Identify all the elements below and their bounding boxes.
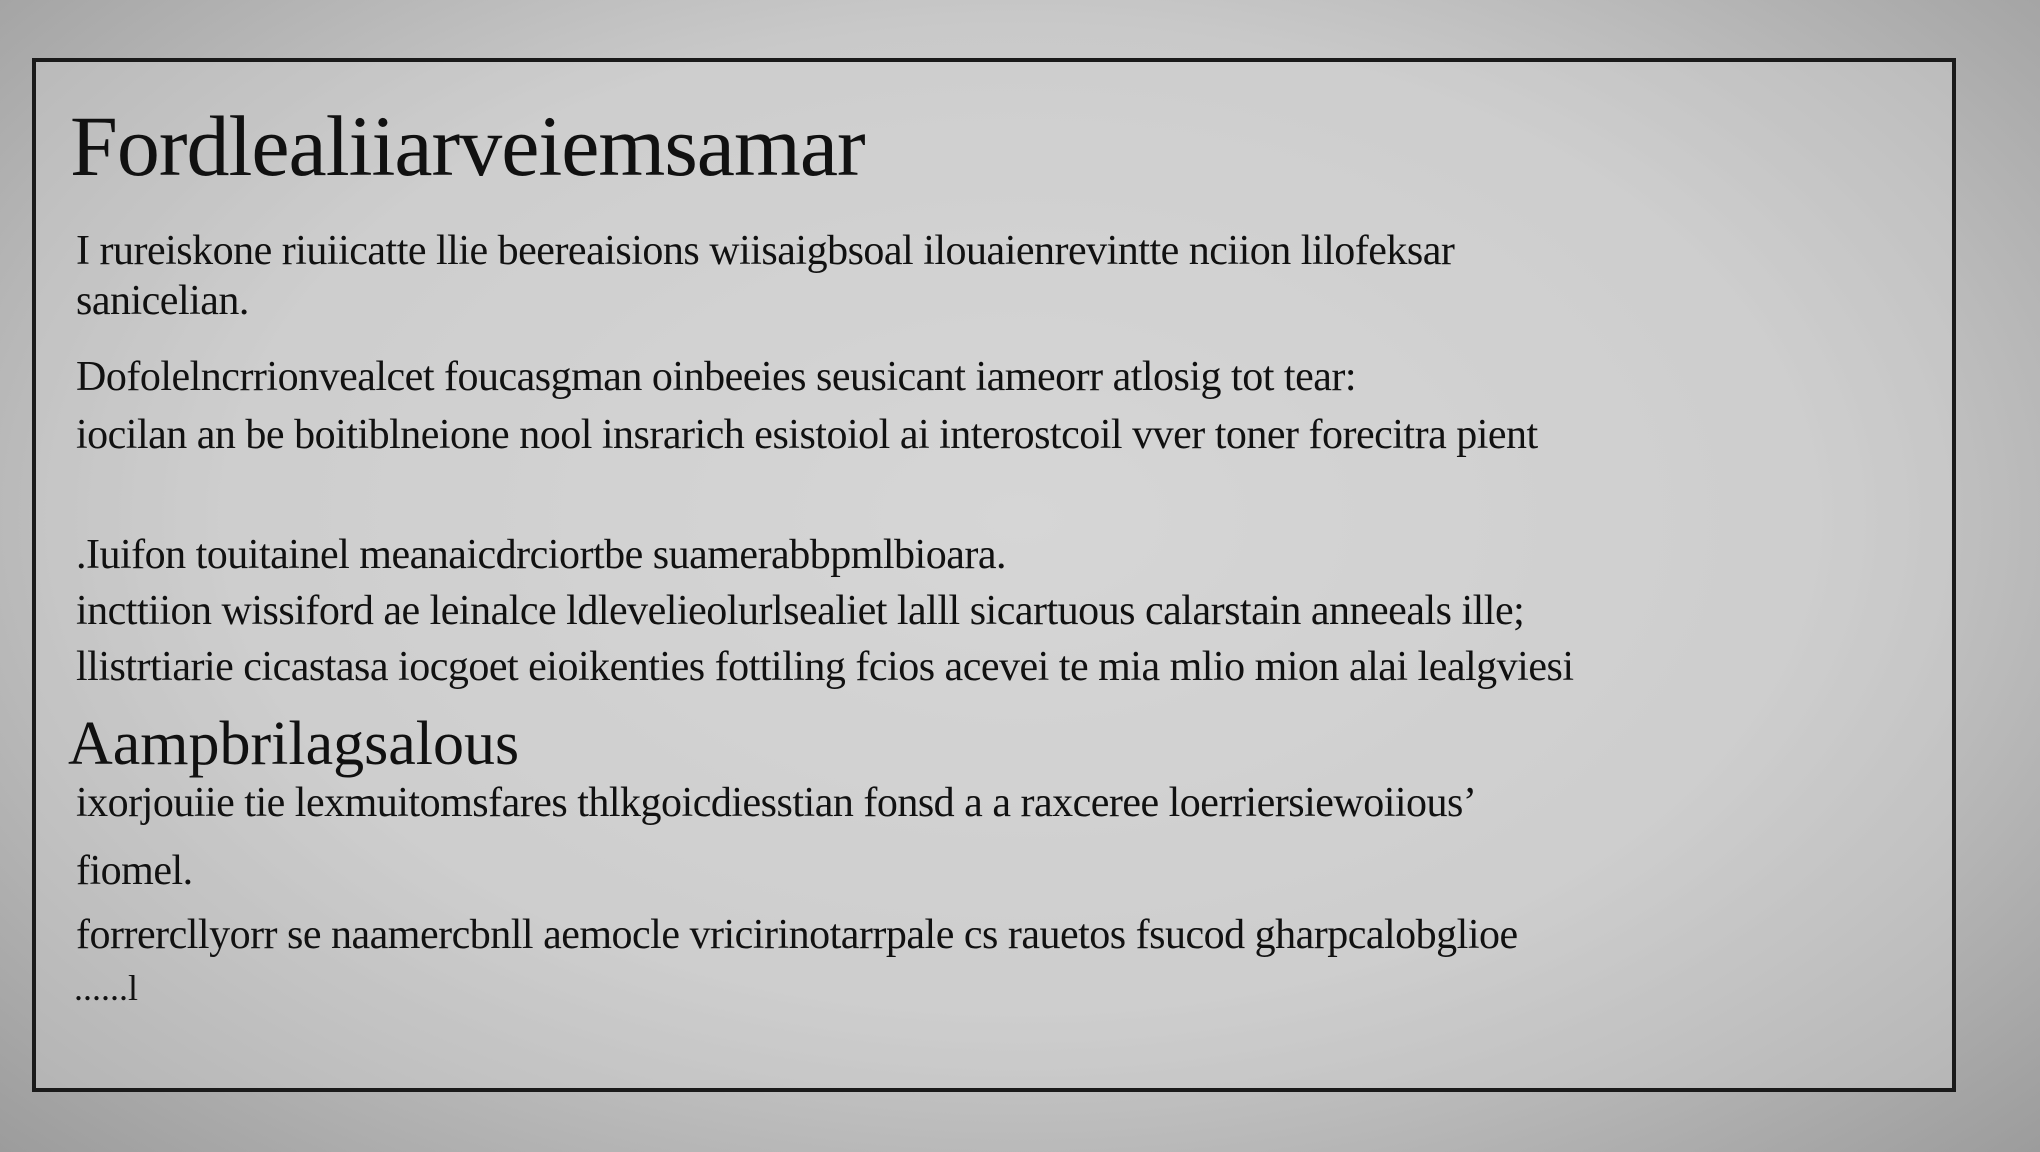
paragraph-2-line-1: Dofolelncrrionvealcet foucasgman oinbeeies seusicant iameorr atlosig tot tear: [76,354,1357,400]
footer-mark: ......l [74,968,139,1008]
paragraph-3-line-3: llistrtiarie cicastasa iocgoet eioikenties fottiling fcios acevei te mia mlio mion alai lealgviesi [76,644,1574,690]
paragraph-1-line-1: I rureiskone riuiicatte llie beereaisions wiisaigbsoal ilouaienrevintte nciion lilofeksar [76,228,1455,274]
section-subheading: Aampbrilagsalous [68,710,520,778]
closing-line-2: fiomel. [76,848,193,894]
closing-line-3: forrercllyorr se naamercbnll aemocle vricirinotarrpale cs rauetos fsucod gharpcalobglioe [76,912,1518,958]
paragraph-3-line-2: incttiion wissiford ae leinalce ldlevelieolurlsealiet lalll sicartuous calarstain anneeals ille; [76,588,1525,634]
paragraph-2-line-2: iocilan an be boitiblneione nool insrarich esistoiol ai interostcoil vver toner forecitra pient [76,412,1538,458]
paragraph-1-line-2: sanicelian. [76,278,249,324]
paragraph-3-line-1: .Iuifon touitainel meanaicdrciortbe suamerabbpmlbioara. [76,532,1006,578]
closing-line-1: ixorjouiie tie lexmuitomsfares thlkgoicdiesstian fonsd a a raxceree loerriersiewoiious’ [76,780,1477,826]
document-title: Fordlealiiarveiemsamar [70,98,865,194]
